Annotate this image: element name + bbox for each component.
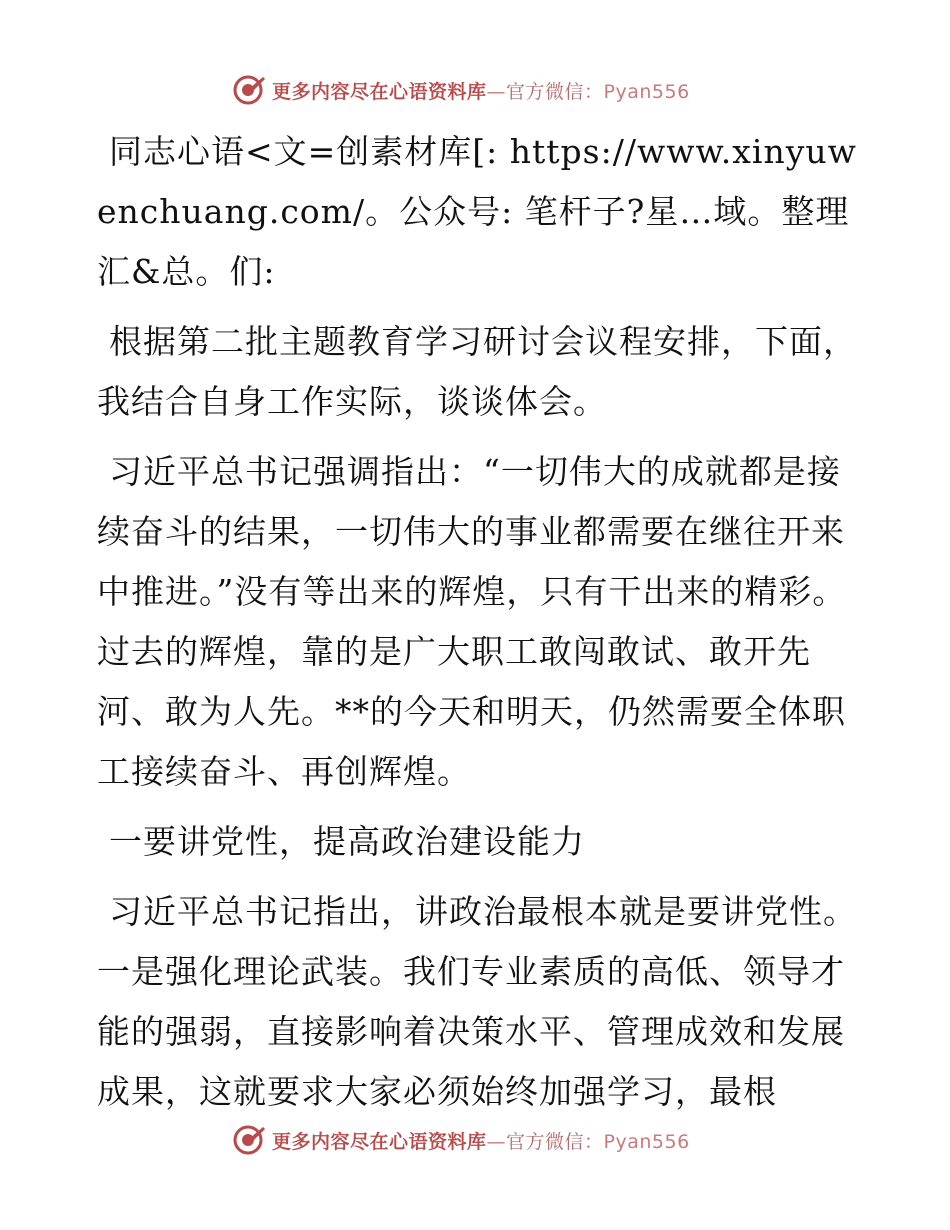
paragraph-quote: 习近平总书记强调指出：“一切伟大的成就都是接续奋斗的结果，一切伟大的事业都需要在继往开来中推进。”没有等出来的辉煌，只有干出来的精彩。过去的辉煌，靠的是广大职工敢闯敢试、敢开先河、敢为人先。**的今天和明天，仍然需要全体职工接续奋斗、再创辉煌。 (97, 452, 847, 791)
footer-watermark-banner (232, 1120, 690, 1160)
document-body (97, 122, 857, 1132)
pen-logo-icon (232, 73, 266, 107)
watermark-text: 更多内容尽在心语资料库—官方微信：Pyan556 (272, 80, 690, 103)
section-heading: 一要讲党性，提高政治建设能力 (109, 822, 585, 861)
watermark-text: 更多内容尽在心语资料库—官方微信：Pyan556 (272, 1130, 690, 1153)
header-watermark-banner (232, 70, 690, 110)
paragraph-party-spirit: 习近平总书记指出，讲政治最根本就是要讲党性。一是强化理论武装。我们专业素质的高低、领导才能的强弱，直接影响着决策水平、管理成效和发展成果，这就要求大家必须始终加强学习，最根 (97, 892, 857, 1111)
pen-logo-icon (232, 1123, 266, 1157)
paragraph-intro: 根据第二批主题教育学习研讨会议程安排，下面，我结合自身工作实际，谈谈体会。 (97, 322, 857, 421)
paragraph-source-note: 同志心语<文=创素材库[: https://www.xinyuwenchuang.com/。公众号: 笔杆子?星…域。整理汇&总。们: (97, 132, 857, 291)
